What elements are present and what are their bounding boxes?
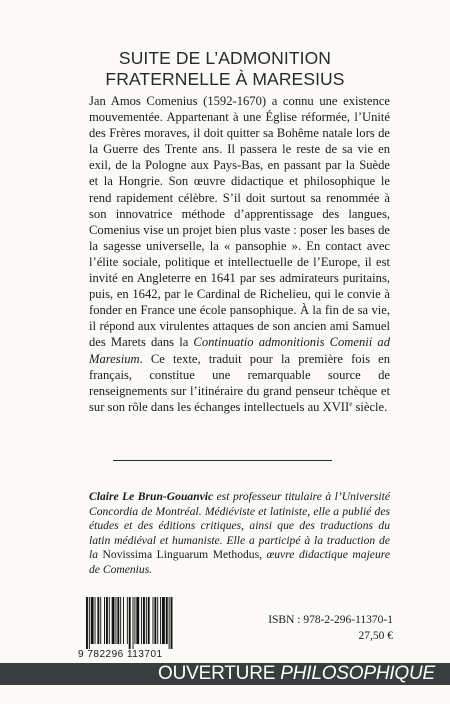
title-line-2: FRATERNELLE À MARESIUS	[105, 69, 345, 89]
barcode-image	[85, 597, 180, 649]
summary-text: Jan Amos Comenius (1592-1670) a connu une existence mouvementée. Appartenant à une Église réformée, l’Unité des Frères moraves, il doit quitter sa Bohême natale lors de la Guerre des Trente ans. Il passera le reste de sa vie en exil, de la Pologne aux Pays-Bas, en passant par la Suède et la Hongrie. Son œuvre didactique et philosophique le rend rapidement célèbre. S’il doit surtout sa renommée à son innovatrice méthode d’apprentissage des langues, Comenius vise un projet bien plus vaste : poser les bases de la sagesse universelle, la « pansophie ». En contact avec l’élite sociale, politique et intellectuelle de l’Europe, il est invité en Angleterre en 1641 par ses admirateurs puritains, puis, en 1642, par le Cardinal de Richelieu, qui le convie à fonder en France une école pansophique. À la fin de sa vie, il répond aux virulentes attaques de son ancien ami Samuel des Marets dans la	[89, 94, 390, 350]
author-bio	[89, 490, 390, 578]
book-title	[0, 48, 450, 90]
author-name: Claire Le Brun-Gouanvic	[89, 490, 214, 503]
author-bio-text-end: , œuvre didactique majeure de Comenius.	[89, 548, 390, 576]
price: 27,50 €	[358, 630, 393, 642]
author-work-title: Novissima Linguarum Methodus	[102, 548, 260, 562]
author-bio-text: est professeur titulaire à l’Université Concordia de Montréal. Médiéviste et latiniste, elle a publié des études et des éditions critiques, ainsi que des traductions du latin médiéval et humaniste. Elle a participé à la traduction de la	[89, 490, 390, 562]
isbn-block	[268, 612, 393, 644]
divider-rule	[113, 460, 332, 461]
title-line-1: SUITE DE L’ADMONITION	[118, 48, 332, 68]
century-superscript: e	[349, 399, 353, 408]
summary-text-end: siècle.	[352, 399, 388, 414]
collection-name	[158, 662, 435, 686]
summary-italic-title: Continuatio admonitionis Comenii ad Maresium	[89, 335, 390, 366]
summary-text-continued: . Ce texte, traduit pour la première fois en français, constitue une remarquable source de renseignements sur l’itinéraire du grand penseur tchèque et sur son rôle dans les échanges intellectuels au XVII	[89, 351, 390, 414]
back-cover-summary	[89, 93, 390, 415]
collection-name-part-1: OUVERTURE	[158, 663, 281, 684]
collection-name-part-2: PHILOSOPHIQUE	[280, 663, 435, 684]
isbn-number: ISBN : 978-2-296-11370-1	[268, 614, 393, 626]
barcode-digits: 9 782296 113701	[78, 649, 163, 660]
barcode	[85, 597, 180, 649]
